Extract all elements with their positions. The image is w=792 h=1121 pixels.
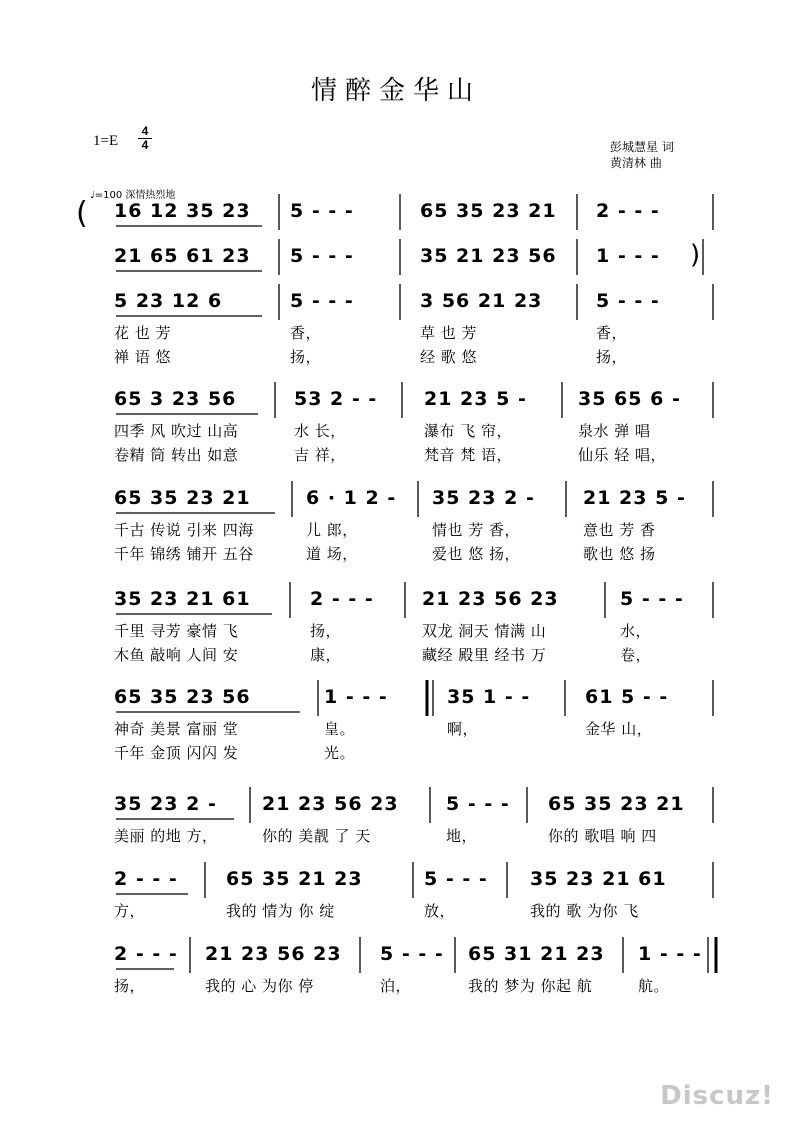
measure-notes: 1 - - - bbox=[596, 245, 660, 267]
tempo-marking: ♩=100 深情热烈地 bbox=[90, 190, 176, 201]
lyric-text: 梵音 梵 语， bbox=[424, 446, 513, 464]
measure-notes: 65 35 23 21 bbox=[114, 487, 251, 509]
lyric-text: 航。 bbox=[638, 977, 670, 995]
measure-notes: 5 23 12 6 bbox=[114, 290, 223, 312]
measure-notes: 65 35 23 56 bbox=[114, 686, 251, 708]
lyric-text: 我的 歌 为你 飞 bbox=[530, 902, 639, 920]
measure-notes: 2 - - - bbox=[596, 200, 660, 222]
lyric-text: 我的 情为 你 绽 bbox=[226, 902, 335, 920]
measure-notes: 1 - - - bbox=[324, 686, 388, 708]
measure-notes: 3 56 21 23 bbox=[420, 290, 543, 312]
measure-notes: 65 35 23 21 bbox=[420, 200, 557, 222]
lyric-text: 禅 语 悠 bbox=[114, 348, 172, 366]
measure-notes: 65 35 23 21 bbox=[548, 793, 685, 815]
measure-notes: 35 23 21 61 bbox=[530, 868, 667, 890]
measure-notes: 53 2 - - bbox=[294, 388, 378, 410]
lyric-text: 香， bbox=[290, 324, 322, 342]
lyric-text: 神奇 美景 富丽 堂 bbox=[114, 720, 239, 738]
measure-notes: 6 · 1 2 - bbox=[306, 487, 397, 509]
lyric-text: 康， bbox=[310, 646, 342, 664]
lyric-text: 儿 郎， bbox=[306, 521, 358, 539]
watermark-logo: Discuz! bbox=[660, 1081, 774, 1111]
lyric-text: 水 长， bbox=[294, 422, 346, 440]
meter-top: 4 bbox=[141, 124, 149, 138]
lyric-text: 瀑布 飞 帘， bbox=[424, 422, 513, 440]
measure-notes: 5 - - - bbox=[424, 868, 488, 890]
lyric-text: 啊， bbox=[447, 720, 479, 738]
measure-notes: 35 65 6 - bbox=[578, 388, 681, 410]
measure-notes: 65 35 21 23 bbox=[226, 868, 363, 890]
lyric-text: 木鱼 敲响 人间 安 bbox=[114, 646, 239, 664]
lyric-text: 千古 传说 引来 四海 bbox=[114, 521, 254, 539]
lyric-text: 放， bbox=[424, 902, 456, 920]
lyricist-credit: 彭城慧星 词 bbox=[610, 140, 674, 154]
key-signature: 1=E bbox=[93, 133, 119, 149]
lyric-text: 千年 锦绣 铺开 五谷 bbox=[114, 545, 254, 563]
lyric-text: 泊， bbox=[380, 977, 412, 995]
measure-notes: 5 - - - bbox=[446, 793, 510, 815]
lyric-text: 四季 风 吹过 山高 bbox=[114, 422, 239, 440]
measure-notes: 2 - - - bbox=[310, 588, 374, 610]
lyric-text: 藏经 殿里 经书 万 bbox=[422, 646, 547, 664]
measure-notes: 21 23 56 23 bbox=[262, 793, 399, 815]
lyric-text: 你的 歌唱 响 四 bbox=[548, 827, 657, 845]
lyric-text: 皇。 bbox=[324, 720, 356, 738]
lyric-text: 我的 梦为 你起 航 bbox=[468, 977, 593, 995]
measure-notes: 61 5 - - bbox=[585, 686, 669, 708]
lyric-text: 光。 bbox=[324, 744, 356, 762]
lyric-text: 仙乐 轻 唱， bbox=[578, 446, 667, 464]
measure-notes: 5 - - - bbox=[620, 588, 684, 610]
lyric-text: 扬， bbox=[114, 977, 146, 995]
repeat-close-paren: ) bbox=[690, 240, 701, 270]
measure-notes: 21 23 56 23 bbox=[205, 943, 342, 965]
lyric-text: 吉 祥， bbox=[294, 446, 346, 464]
lyric-text: 扬， bbox=[596, 348, 628, 366]
lyric-text: 香， bbox=[596, 324, 628, 342]
lyric-text: 草 也 芳 bbox=[420, 324, 478, 342]
lyric-text: 歌也 悠 扬 bbox=[583, 545, 656, 563]
measure-notes: 35 1 - - bbox=[447, 686, 531, 708]
measure-notes: 5 - - - bbox=[290, 245, 354, 267]
measure-notes: 5 - - - bbox=[380, 943, 444, 965]
lyric-text: 意也 芳 香 bbox=[583, 521, 656, 539]
lyric-text: 方， bbox=[114, 902, 146, 920]
repeat-open-paren: ( bbox=[76, 196, 88, 231]
measure-notes: 35 23 21 61 bbox=[114, 588, 251, 610]
measure-notes: 16 12 35 23 bbox=[114, 200, 251, 222]
meter-bottom: 4 bbox=[141, 138, 149, 152]
lyric-text: 爱也 悠 扬， bbox=[432, 545, 521, 563]
measure-notes: 21 23 5 - bbox=[583, 487, 686, 509]
lyric-text: 卷， bbox=[620, 646, 652, 664]
lyric-text: 千里 寻芳 豪情 飞 bbox=[114, 622, 239, 640]
measure-notes: 65 3 23 56 bbox=[114, 388, 237, 410]
lyric-text: 道 场， bbox=[306, 545, 358, 563]
lyric-text: 金华 山， bbox=[585, 720, 653, 738]
measure-notes: 5 - - - bbox=[290, 200, 354, 222]
lyric-text: 卷精 筒 转出 如意 bbox=[114, 446, 239, 464]
measure-notes: 21 23 5 - bbox=[424, 388, 527, 410]
lyric-text: 千年 金顶 闪闪 发 bbox=[114, 744, 239, 762]
measure-notes: 35 23 2 - bbox=[432, 487, 535, 509]
lyric-text: 扬， bbox=[310, 622, 342, 640]
lyric-text: 泉水 弹 唱 bbox=[578, 422, 651, 440]
lyric-text: 水， bbox=[620, 622, 652, 640]
lyric-text: 地， bbox=[446, 827, 478, 845]
measure-notes: 21 23 56 23 bbox=[422, 588, 559, 610]
measure-notes: 35 23 2 - bbox=[114, 793, 217, 815]
lyric-text: 情也 芳 香， bbox=[432, 521, 521, 539]
measure-notes: 21 65 61 23 bbox=[114, 245, 251, 267]
lyric-text: 经 歌 悠 bbox=[420, 348, 478, 366]
composer-credit: 黄清林 曲 bbox=[610, 156, 662, 170]
lyric-text: 你的 美靓 了 天 bbox=[262, 827, 371, 845]
lyric-text: 双龙 洞天 情满 山 bbox=[422, 622, 547, 640]
lyric-text: 我的 心 为你 停 bbox=[205, 977, 314, 995]
measure-notes: 1 - - - bbox=[638, 943, 702, 965]
song-title: 情醉金华山 bbox=[310, 76, 481, 106]
measure-notes: 5 - - - bbox=[596, 290, 660, 312]
measure-notes: 2 - - - bbox=[114, 943, 178, 965]
lyric-text: 美丽 的地 方， bbox=[114, 827, 218, 845]
measure-notes: 65 31 21 23 bbox=[468, 943, 605, 965]
lyric-text: 花 也 芳 bbox=[114, 324, 172, 342]
measure-notes: 5 - - - bbox=[290, 290, 354, 312]
measure-notes: 35 21 23 56 bbox=[420, 245, 557, 267]
measure-notes: 2 - - - bbox=[114, 868, 178, 890]
lyric-text: 扬， bbox=[290, 348, 322, 366]
